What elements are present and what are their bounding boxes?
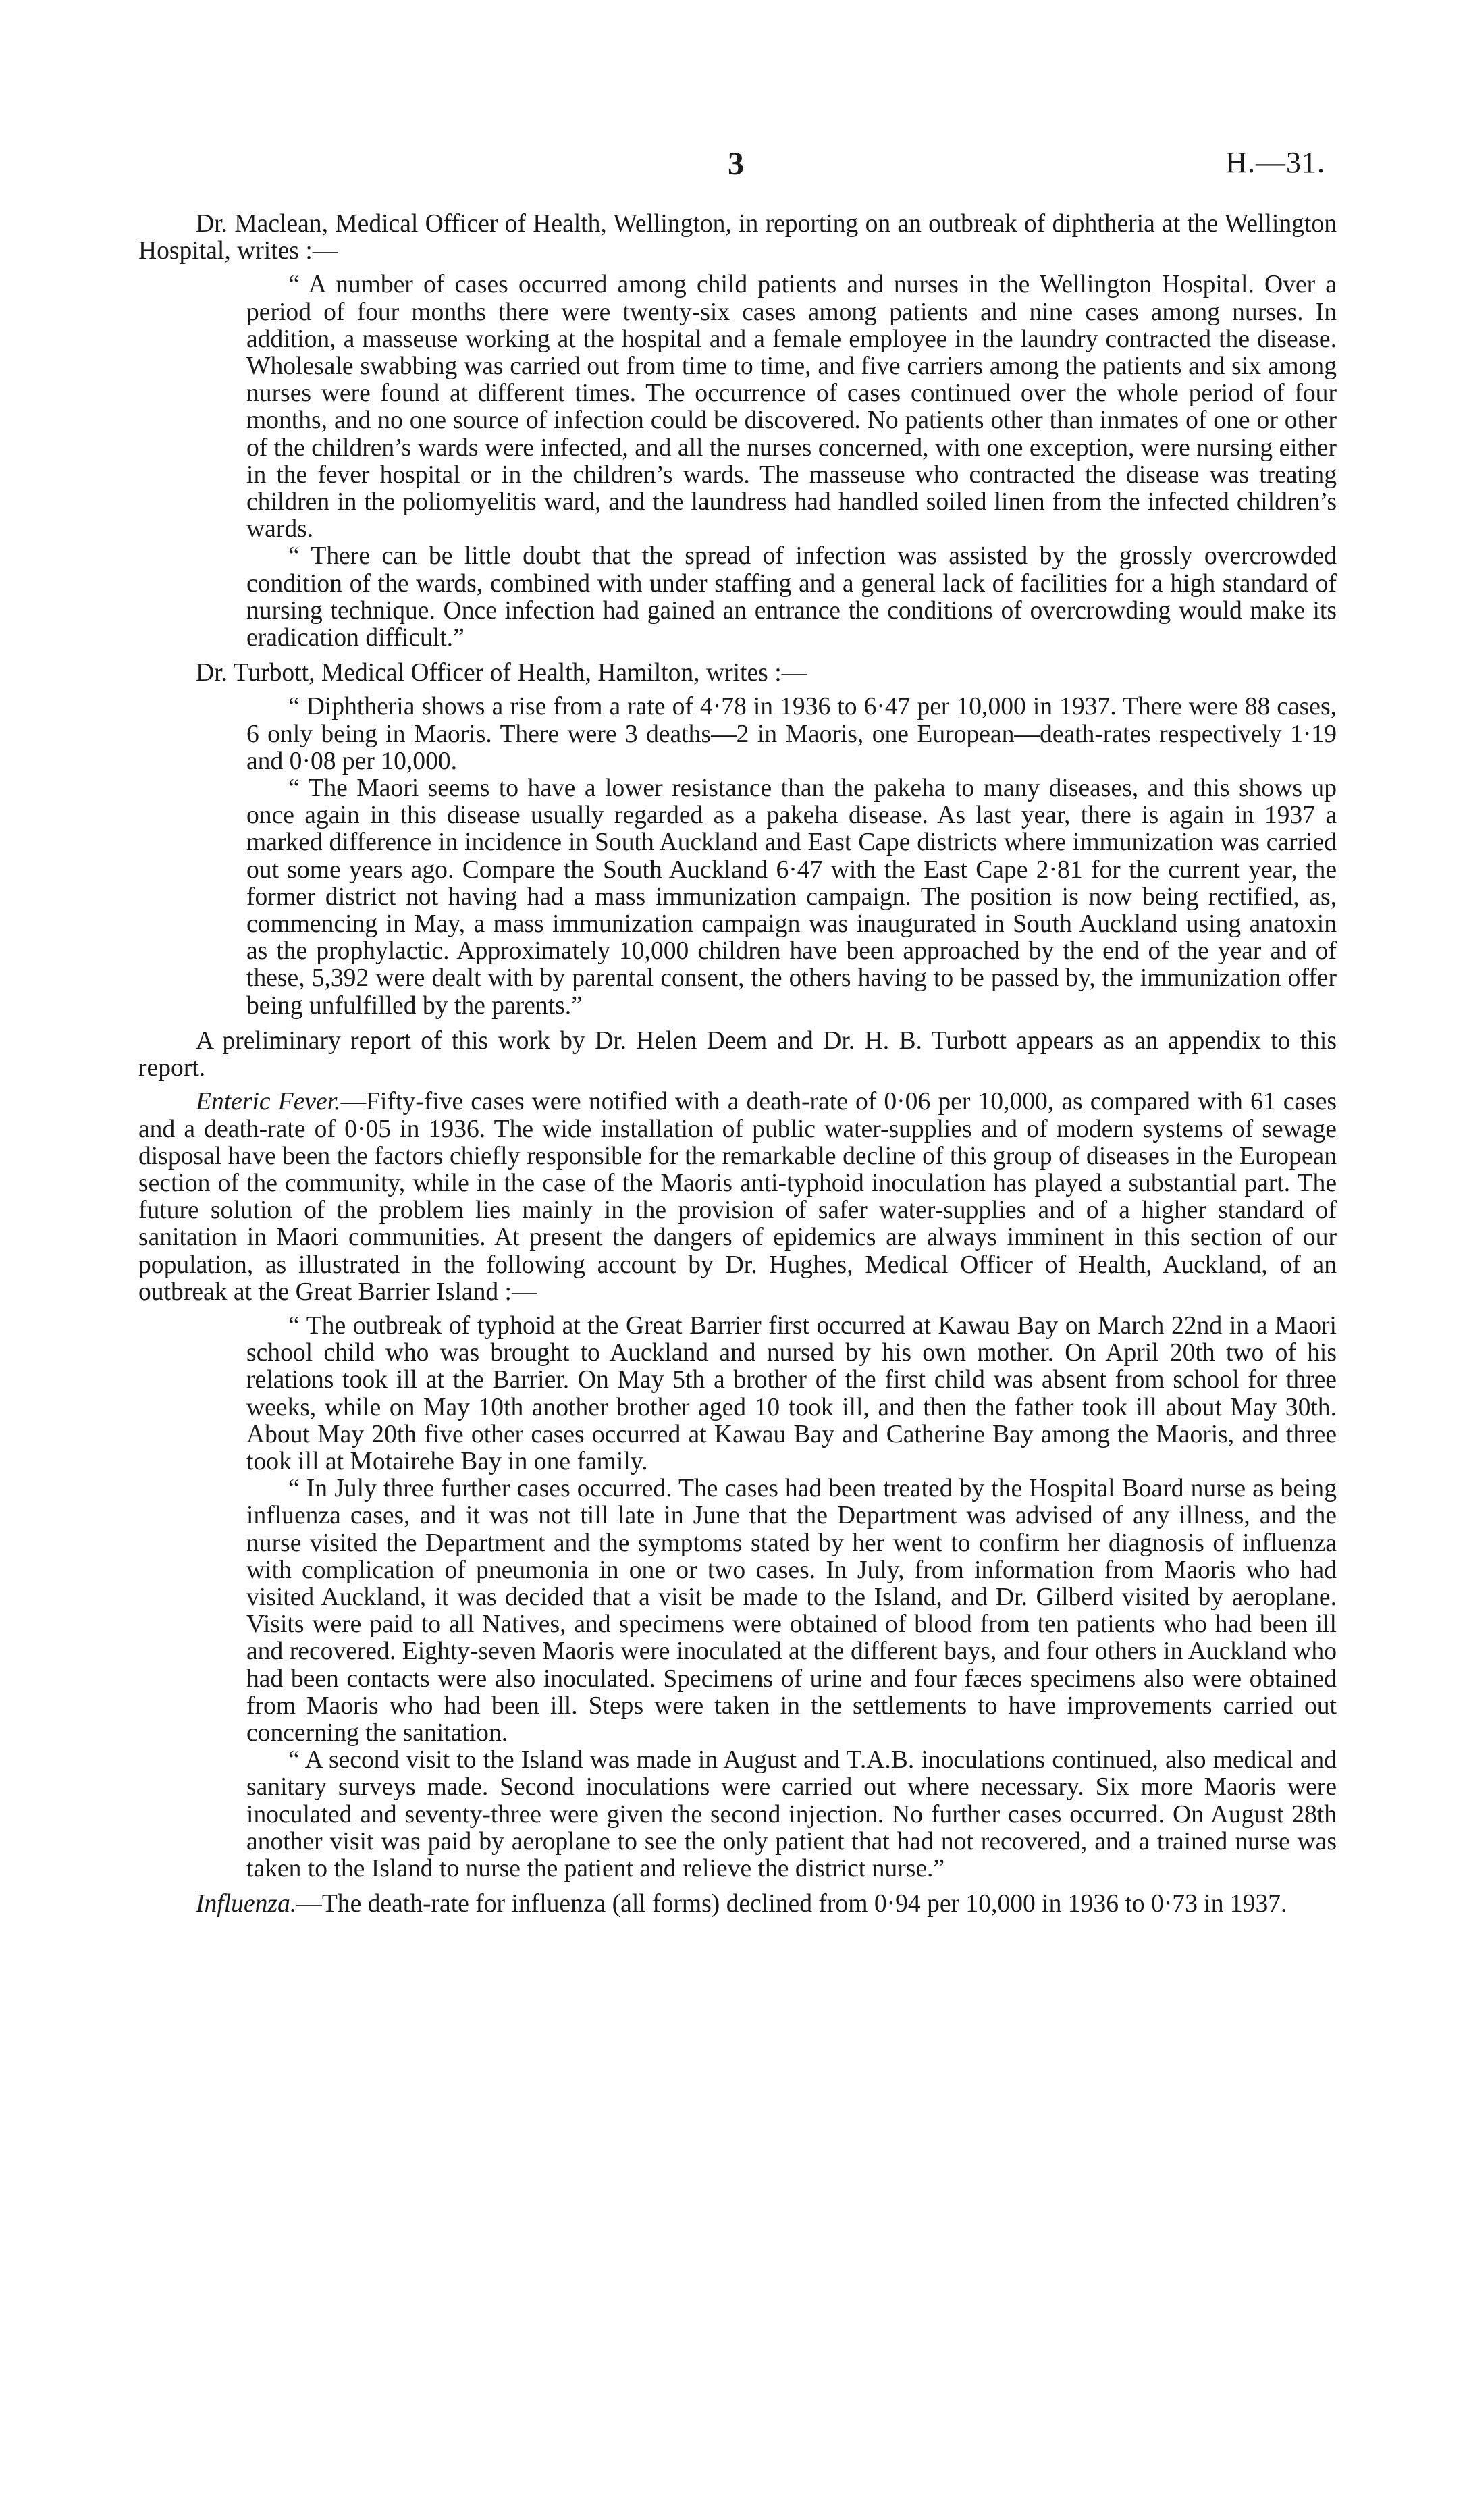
quote-overcrowding: “ There can be little doubt that the spread of infection was assisted by the grossly overcrowded condition of the wards, combined with under staffing and a general lack of facilities for a high standard of nursing technique. Once infection had gained an entrance the conditions of overcrowding would make its eradication difficult.” bbox=[246, 542, 1337, 652]
quote-july-cases: “ In July three further cases occurred. The cases had been treated by the Hospital Board nurse as being influenza cases, and it was not till late in June that the Department was advised of any illness, and the nurse visited the Department and the symptoms stated by her went to confirm her diagnosis of influenza with complication of pneumonia in one or two cases. In July, from information from Maoris who had visited Auckland, it was decided that a visit be made to the Island, and Dr. Gilberd visited by aeroplane. Visits were paid to all Natives, and specimens were obtained of blood from ten patients who had been ill and recovered. Eighty-seven Maoris were inoculated at the different bays, and four others in Auckland who had been contacts were also inoculated. Specimens of urine and four fæces specimens also were obtained from Maoris who had been ill. Steps were taken in the settlements to have improvements carried out concerning the sanitation. bbox=[246, 1475, 1337, 1747]
page-number: 3 bbox=[728, 146, 744, 182]
quote-typhoid-outbreak: “ The outbreak of typhoid at the Great Barrier first occurred at Kawau Bay on March 22nd in a Maori school child who was brought to Auckland and nursed by his own mother. On April 20th two of his relations took ill at the Barrier. On May 5th a brother of the first child was absent from school for three weeks, while on May 10th another brother aged 10 took ill, and then the father took ill about May 30th. About May 20th five other cases occurred at Kawau Bay and Catherine Bay among the Maoris, and three took ill at Motairehe Bay in one family. bbox=[246, 1311, 1337, 1475]
heading-influenza: Influenza. bbox=[196, 1890, 297, 1918]
document-code: H.—31. bbox=[1225, 146, 1325, 179]
quote-diphtheria-rates: “ Diphtheria shows a rise from a rate of 4·78 in 1936 to 6·47 per 10,000 in 1937. There were 88 cases, 6 only being in Maoris. There were 3 deaths—2 in Maoris, one European—death-rates respectively 1·19 and 0·08 per 10,000. bbox=[246, 693, 1337, 775]
quote-wellington-hospital: “ A number of cases occurred among child patients and nurses in the Wellington Hospital. Over a period of four months there were twenty-six cases among patients and nine cases among nurses. In addition, a masseuse working at the hospital and a female employee in the laundry contracted the disease. Wholesale swabbing was carried out from time to time, and five carriers among the patients and six among nurses were found at different times. The occurrence of cases continued over the whole period of four months, and no one source of infection could be discovered. No patients other than inmates of one or other of the children’s wards were infected, and all the nurses concerned, with one exception, were nursing either in the fever hospital or in the children’s wards. The masseuse who contracted the disease was treating children in the poliomyelitis ward, and the laundress had handled soiled linen from the infected children’s wards. bbox=[246, 271, 1337, 544]
influenza-body: —The death-rate for influenza (all forms) declined from 0·94 per 10,000 in 1936 to 0·73 in 1937. bbox=[296, 1890, 1287, 1918]
body-text bbox=[138, 211, 1337, 1924]
paragraph-enteric-fever bbox=[138, 1088, 1337, 1306]
quote-second-visit: “ A second visit to the Island was made in August and T.A.B. inoculations continued, also medical and sanitary surveys made. Second inoculations were carried out where necessary. Six more Maoris were inoculated and seventy-three were given the second injection. No further cases occurred. On August 28th another visit was paid by aeroplane to see the only patient that had not recovered, and a trained nurse was taken to the Island to nurse the patient and relieve the district nurse.” bbox=[246, 1746, 1337, 1883]
paragraph-preliminary-report: A preliminary report of this work by Dr. Helen Deem and Dr. H. B. Turbott appears as an appendix to this report. bbox=[138, 1026, 1337, 1082]
paragraph-influenza bbox=[138, 1891, 1337, 1918]
enteric-fever-body: —Fifty-five cases were notified with a death-rate of 0·06 per 10,000, as compared with 61 cases and a death-rate of 0·05 in 1936. The wide installation of public water-supplies and of modern systems of sewage disposal have been the factors chiefly responsible for the remarkable decline of this group of diseases in the European section of the community, while in the case of the Maoris anti-typhoid inoculation has played a substantial part. The future solution of the problem lies mainly in the provision of safer water-supplies and of a higher standard of sanitation in Maori communities. At present the dangers of epidemics are always imminent in this section of our population, as illustrated in the following account by Dr. Hughes, Medical Officer of Health, Auckland, of an outbreak at the Great Barrier Island :— bbox=[138, 1088, 1337, 1306]
quote-maori-resistance: “ The Maori seems to have a lower resistance than the pakeha to many diseases, and this shows up once again in this disease usually regarded as a pakeha disease. As last year, there is again in 1937 a marked difference in incidence in South Auckland and East Cape districts where immunization was carried out some years ago. Compare the South Auckland 6·47 with the East Cape 2·81 for the current year, the former district not having had a mass immunization campaign. The position is now being rectified, as, commencing in May, a mass immunization campaign was inaugurated in South Auckland using anatoxin as the prophylactic. Approximately 10,000 children have been approached by the end of the year and of these, 5,392 were dealt with by parental consent, the others having to be passed by, the immunization offer being unfulfilled by the parents.” bbox=[246, 775, 1337, 1020]
paragraph-maclean-intro: Dr. Maclean, Medical Officer of Health, Wellington, in reporting on an outbreak of diphtheria at the Wellington Hospital, writes :— bbox=[138, 210, 1337, 265]
paragraph-turbott-intro: Dr. Turbott, Medical Officer of Health, Hamilton, writes :— bbox=[196, 659, 807, 687]
heading-enteric-fever: Enteric Fever. bbox=[196, 1088, 341, 1116]
